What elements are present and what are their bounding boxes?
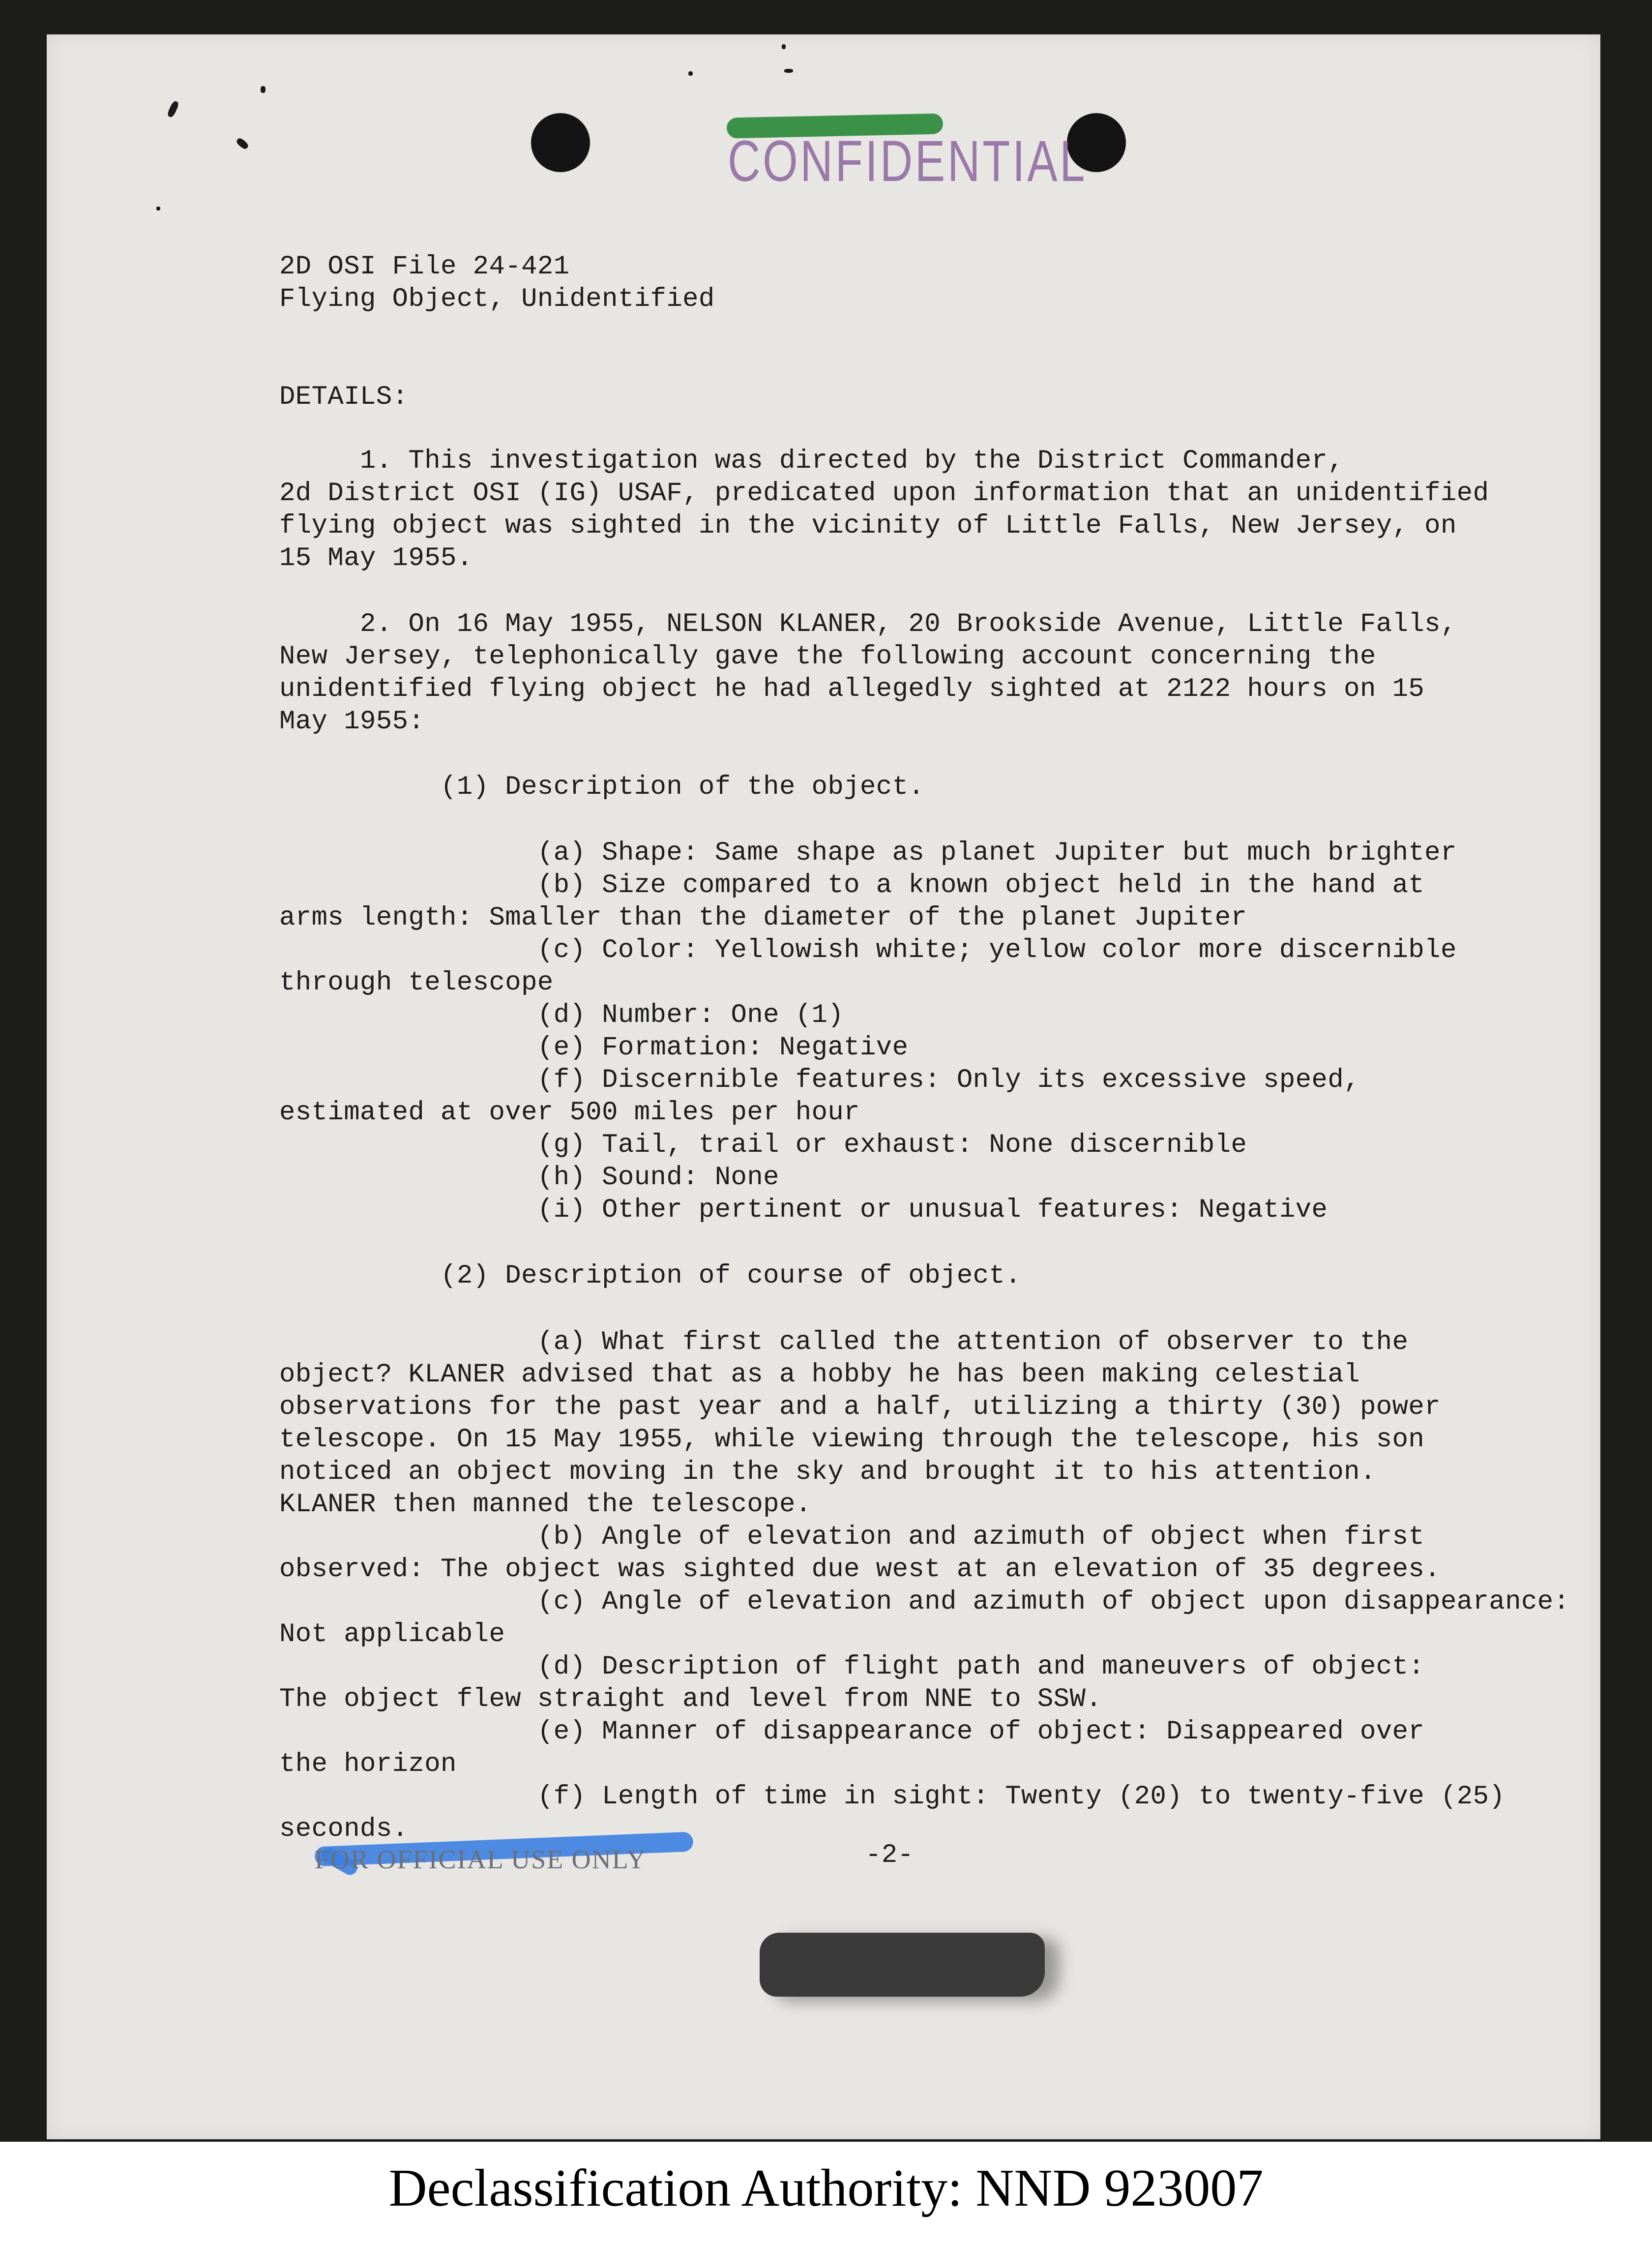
- declassification-authority: Declassification Authority: NND 923007: [388, 2159, 1264, 2217]
- paragraph-line: flying object was sighted in the vicinity of Little Falls, New Jersey, on: [279, 511, 1457, 541]
- list-item: (f) Length of time in sight: Twenty (20) to twenty-five (25): [279, 1782, 1505, 1812]
- list-item: (h) Sound: None: [279, 1163, 779, 1193]
- punch-hole-left: [531, 113, 590, 172]
- list-item: telescope. On 15 May 1955, while viewing through the telescope, his son: [279, 1425, 1425, 1455]
- section-heading: (1) Description of the object.: [279, 772, 925, 802]
- list-item: (c) Angle of elevation and azimuth of object upon disappearance:: [279, 1587, 1570, 1617]
- paper-speck: [784, 69, 793, 73]
- list-item: (d) Number: One (1): [279, 1000, 844, 1030]
- list-item: (b) Angle of elevation and azimuth of object when first: [279, 1522, 1425, 1552]
- list-item: (b) Size compared to a known object held in the hand at: [279, 870, 1425, 900]
- paragraph-line: May 1955:: [279, 707, 425, 737]
- redaction-mark: [760, 1933, 1045, 1997]
- fouo-marking: FOR OFFICIAL USE ONLY: [315, 1845, 647, 1874]
- paper-speck: [156, 207, 160, 210]
- paper-speck: [782, 44, 786, 49]
- list-item: (c) Color: Yellowish white; yellow color more discernible: [279, 935, 1457, 965]
- list-item: noticed an object moving in the sky and brought it to his attention.: [279, 1457, 1376, 1487]
- paragraph-line: 15 May 1955.: [279, 543, 473, 573]
- section-heading: (2) Description of course of object.: [279, 1261, 1022, 1291]
- list-item: estimated at over 500 miles per hour: [279, 1098, 860, 1128]
- list-item: Not applicable: [279, 1619, 505, 1649]
- list-item: observations for the past year and a half, utilizing a thirty (30) power: [279, 1392, 1441, 1422]
- file-number: 2D OSI File 24-421: [279, 252, 570, 282]
- paragraph-line: New Jersey, telephonically gave the following account concerning the: [279, 642, 1376, 672]
- paragraph-line: 1. This investigation was directed by the District Commander,: [279, 446, 1344, 476]
- list-item: through telescope: [279, 968, 554, 998]
- list-item: (a) Shape: Same shape as planet Jupiter but much brighter: [279, 838, 1457, 868]
- list-item: observed: The object was sighted due west at an elevation of 35 degrees.: [279, 1555, 1441, 1585]
- list-item: (f) Discernible features: Only its excessive speed,: [279, 1065, 1360, 1095]
- list-item: arms length: Smaller than the diameter of the planet Jupiter: [279, 903, 1247, 933]
- paragraph-line: 2d District OSI (IG) USAF, predicated upon information that an unidentified: [279, 479, 1489, 509]
- paper-speck: [261, 86, 266, 93]
- list-item: (a) What first called the attention of observer to the: [279, 1327, 1409, 1357]
- details-heading: DETAILS:: [279, 382, 409, 412]
- file-subject: Flying Object, Unidentified: [279, 284, 715, 314]
- list-item: (g) Tail, trail or exhaust: None discernible: [279, 1130, 1247, 1160]
- list-item: (e) Formation: Negative: [279, 1033, 909, 1063]
- list-item: (e) Manner of disappearance of object: Disappeared over: [279, 1717, 1425, 1747]
- paragraph-line: unidentified flying object he had allegedly sighted at 2122 hours on 15: [279, 674, 1425, 704]
- list-item: seconds.: [279, 1814, 409, 1844]
- list-item: KLANER then manned the telescope.: [279, 1490, 812, 1520]
- list-item: the horizon: [279, 1749, 457, 1779]
- list-item: (i) Other pertinent or unusual features: Negative: [279, 1195, 1328, 1225]
- page-number: -2-: [865, 1840, 914, 1870]
- paper-speck: [688, 71, 693, 76]
- paragraph-line: 2. On 16 May 1955, NELSON KLANER, 20 Brookside Avenue, Little Falls,: [279, 609, 1457, 639]
- confidential-stamp: CONFIDENTIAL: [728, 129, 1088, 194]
- list-item: The object flew straight and level from NNE to SSW.: [279, 1684, 1102, 1714]
- list-item: (d) Description of flight path and maneuvers of object:: [279, 1652, 1425, 1682]
- list-item: object? KLANER advised that as a hobby he has been making celestial: [279, 1360, 1360, 1390]
